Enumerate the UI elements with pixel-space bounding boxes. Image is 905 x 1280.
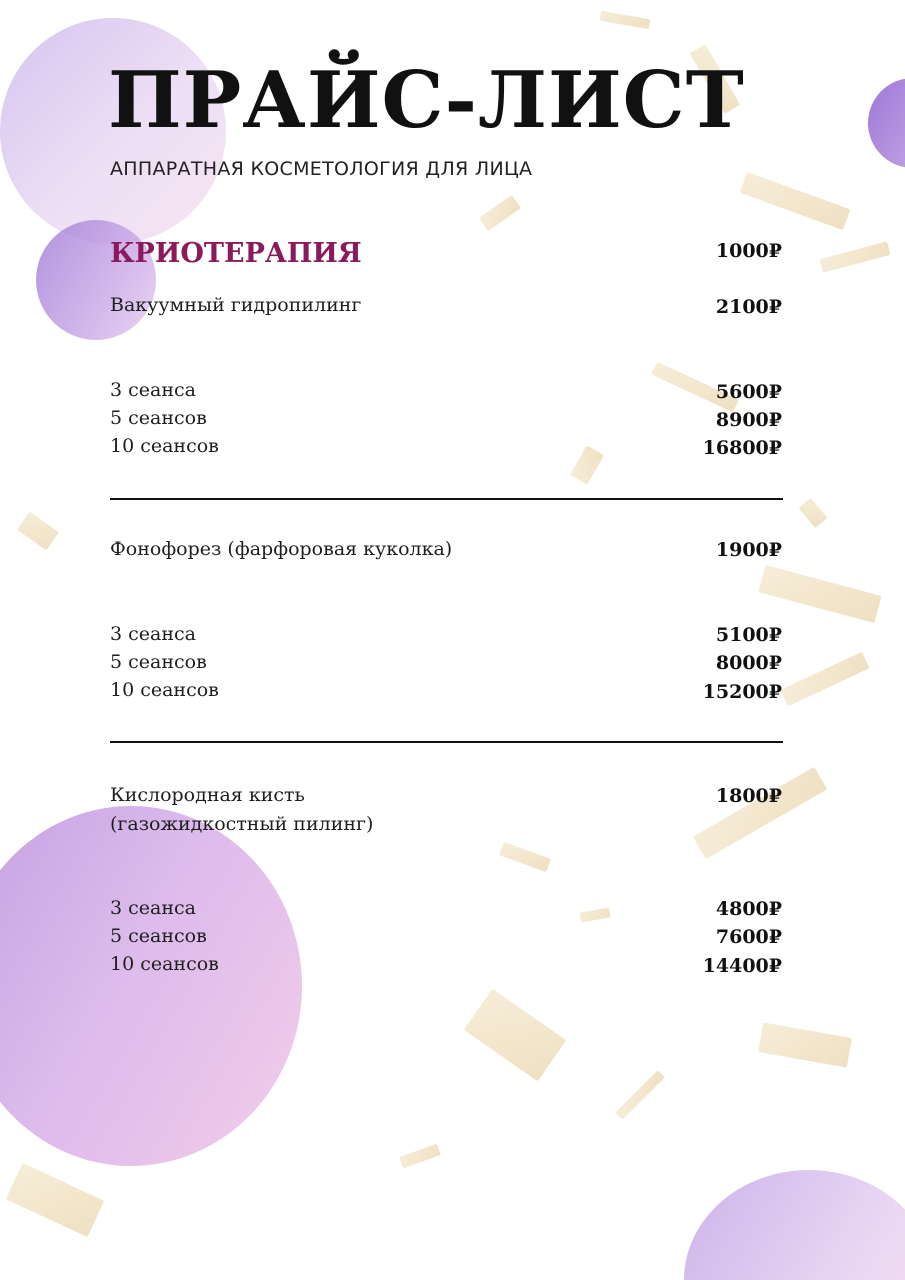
service-price: 1900₽ xyxy=(715,539,782,561)
confetti-piece xyxy=(17,512,59,551)
confetti-piece xyxy=(579,907,610,922)
package-label: 3 сеанса xyxy=(110,379,196,401)
package-label: 10 сеансов xyxy=(110,679,219,701)
service-price: 2100₽ xyxy=(715,296,782,318)
confetti-piece xyxy=(6,1163,104,1237)
confetti-piece xyxy=(693,767,827,860)
confetti-piece xyxy=(780,652,869,706)
decor-circle-top-right xyxy=(868,78,905,168)
confetti-piece xyxy=(464,989,566,1082)
confetti-piece xyxy=(740,172,851,230)
package-label: 5 сеансов xyxy=(110,925,207,947)
package-price: 15200₽ xyxy=(702,681,782,703)
section-price-cryotherapy: 1000₽ xyxy=(715,240,782,262)
confetti-piece xyxy=(479,195,521,231)
package-price: 14400₽ xyxy=(702,955,782,977)
package-price: 4800₽ xyxy=(715,898,782,920)
service-name-line2: (газожидкостный пилинг) xyxy=(110,813,374,835)
package-price: 5100₽ xyxy=(715,624,782,646)
divider xyxy=(110,741,783,743)
decor-circle-bottom-right xyxy=(684,1170,905,1280)
package-label: 5 сеансов xyxy=(110,651,207,673)
confetti-piece xyxy=(758,1022,852,1067)
section-title-cryotherapy: КРИОТЕРАПИЯ xyxy=(110,238,362,269)
confetti-piece xyxy=(799,498,828,528)
confetti-piece xyxy=(819,241,890,273)
package-label: 3 сеанса xyxy=(110,897,196,919)
package-label: 10 сеансов xyxy=(110,953,219,975)
package-price: 5600₽ xyxy=(715,381,782,403)
service-name: Фонофорез (фарфоровая куколка) xyxy=(110,538,453,560)
package-price: 16800₽ xyxy=(702,437,782,459)
service-name: Вакуумный гидропилинг xyxy=(110,294,362,316)
package-label: 5 сеансов xyxy=(110,407,207,429)
confetti-piece xyxy=(499,842,551,872)
service-name: Кислородная кисть xyxy=(110,784,305,806)
package-price: 8000₽ xyxy=(715,652,782,674)
decor-circle-bottom-left xyxy=(0,806,302,1166)
confetti-piece xyxy=(600,11,651,30)
confetti-piece xyxy=(399,1144,441,1169)
page-subtitle: АППАРАТНАЯ КОСМЕТОЛОГИЯ ДЛЯ ЛИЦА xyxy=(110,158,533,180)
confetti-piece xyxy=(758,565,881,623)
divider xyxy=(110,498,783,500)
package-price: 7600₽ xyxy=(715,926,782,948)
confetti-piece xyxy=(615,1070,664,1119)
package-price: 8900₽ xyxy=(715,409,782,431)
package-label: 10 сеансов xyxy=(110,435,219,457)
service-price: 1800₽ xyxy=(715,785,782,807)
page-title: ПРАЙС-ЛИСТ xyxy=(108,55,745,146)
confetti-piece xyxy=(570,445,604,484)
package-label: 3 сеанса xyxy=(110,623,196,645)
